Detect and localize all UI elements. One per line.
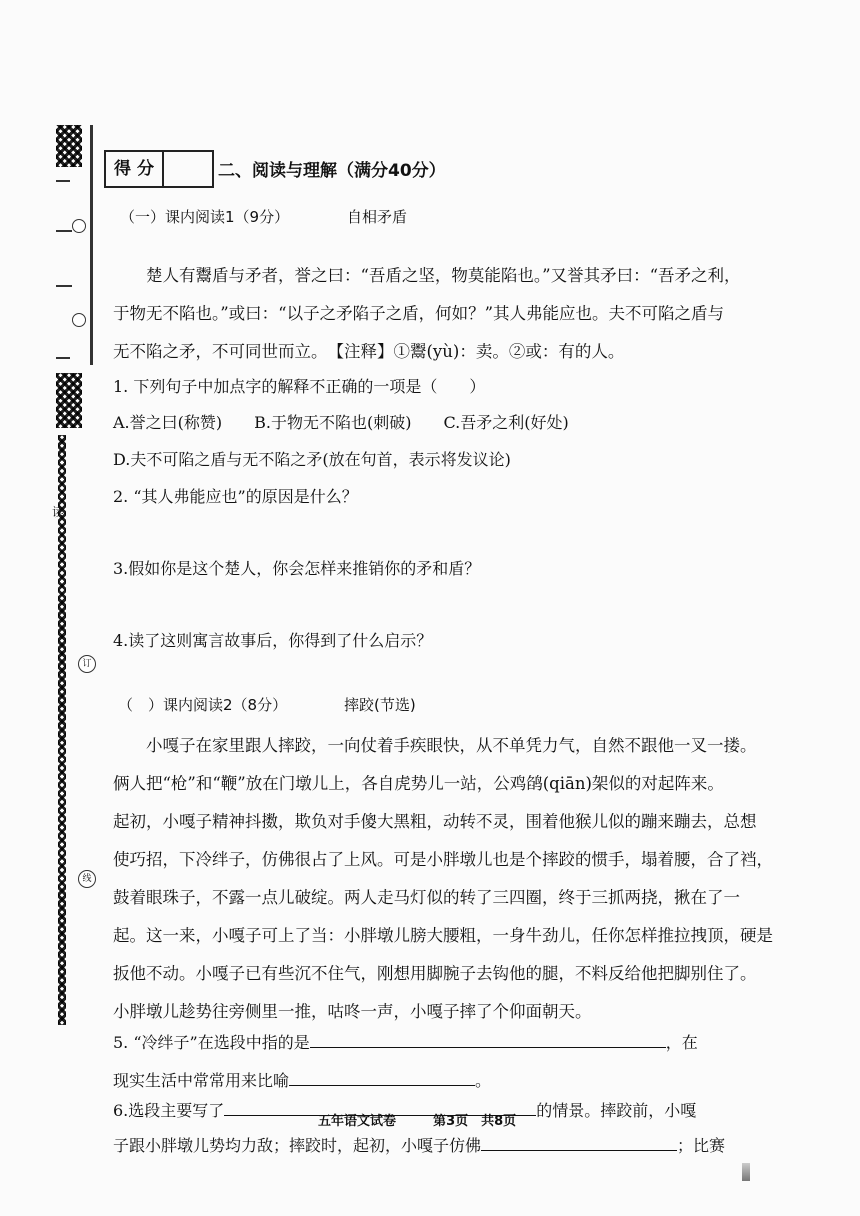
question-2: 2. “其人弗能应也”的原因是什么？ (113, 487, 358, 506)
passage-line: 无不陷之矛，不可同世而立。 【注释】①鬻(yù)：卖。②或：有的人。 (113, 342, 625, 361)
question-4: 4.读了这则寓言故事后，你得到了什么启示？ (113, 631, 433, 650)
question-5-text: ，在 (665, 1033, 698, 1052)
binding-tick (56, 230, 72, 232)
section-title: 二、阅读与理解（满分40分） (218, 161, 446, 181)
question-1-options: D.夫不可陷之盾与无不陷之矛(放在句首，表示将发议论) (113, 450, 511, 469)
passage-line: 小胖墩儿趁势往旁侧里一推，咕咚一声，小嘎子摔了个仰面朝天。 (113, 1002, 592, 1021)
page-number: 第3页 共8页 (433, 1114, 517, 1129)
passage-line: 鼓着眼珠子，不露一点儿破绽。两人走马灯似的转了三四圈，终于三抓两挠，揪在了一 (113, 888, 740, 907)
passage-line: 于物无不陷也。”或曰：“以子之矛陷子之盾，何如？”其人弗能应也。夫不可陷之盾与 (113, 304, 725, 323)
question-6-line-2 (113, 1133, 725, 1156)
binding-hole (72, 313, 86, 327)
question-1: 1. 下列句子中加点字的解释不正确的一项是（ ） (113, 377, 486, 396)
hatch-pattern-top (56, 125, 82, 167)
hatch-pattern-mid (56, 373, 82, 428)
hatch-pattern-strip (58, 435, 66, 1025)
binding-circle-mark: 订 (78, 655, 96, 673)
question-5-text: 。 (475, 1071, 492, 1090)
binding-line-top (90, 125, 93, 365)
part2-story-title: 摔跤(节选) (344, 696, 416, 714)
binding-tick (56, 285, 72, 287)
page-footer (318, 1110, 516, 1129)
question-6-text: 6.选段主要写了 (113, 1101, 225, 1120)
binding-margin (52, 125, 100, 1045)
passage-line: 楚人有鬻盾与矛者，誉之曰：“吾盾之坚，物莫能陷也。”又誉其矛曰：“吾矛之利， (146, 266, 741, 285)
passage-line: 起初，小嘎子精神抖擞，欺负对手傻大黑粗，动转不灵，围着他猴儿似的蹦来蹦去，总想 (113, 812, 757, 831)
score-entry-cell (164, 152, 212, 186)
binding-label: 读 (52, 505, 65, 519)
binding-tick (56, 357, 70, 359)
question-6-text: 的情景。摔跤前，小嘎 (536, 1101, 697, 1120)
question-5-text: 现实生活中常常用来比喻 (113, 1071, 290, 1090)
scan-artifact (742, 1163, 750, 1181)
binding-hole (72, 219, 86, 233)
passage-line: 起。这一来，小嘎子可上了当：小胖墩儿膀大腰粗，一身牛劲儿，任你怎样推拉拽顶，硬是 (113, 926, 773, 945)
question-1-options: A.誉之曰(称赞) B.于物无不陷也(刺破) C.吾矛之利(好处) (113, 413, 569, 432)
passage-line: 使巧招，下冷绊子，仿佛很占了上风。可是小胖墩儿也是个摔跤的惯手，塌着腰，合了裆， (113, 850, 773, 869)
score-label: 得 分 (106, 152, 164, 186)
question-5-text: 5. “冷绊子”在选段中指的是 (113, 1033, 310, 1052)
passage-line: 扳他不动。小嘎子已有些沉不住气，刚想用脚腕子去钩他的腿，不料反给他把脚别住了。 (113, 964, 757, 983)
passage-line: 小嘎子在家里跟人摔跤，一向仗着手疾眼快，从不单凭力气，自然不跟他一叉一搂。 (146, 736, 757, 755)
answer-blank[interactable] (310, 1046, 666, 1048)
answer-blank[interactable] (289, 1084, 475, 1086)
question-5 (113, 1030, 698, 1053)
question-6-text: 子跟小胖墩儿势均力敌；摔跤时，起初，小嘎子仿佛 (113, 1136, 482, 1155)
exam-name: 五年语文试卷 (318, 1114, 397, 1129)
answer-blank[interactable] (481, 1149, 677, 1151)
question-5-line-2 (113, 1068, 491, 1091)
part1-heading: （一）课内阅读1（9分） (120, 208, 290, 226)
score-box (104, 150, 214, 188)
question-3: 3.假如你是这个楚人，你会怎样来推销你的矛和盾？ (113, 559, 481, 578)
binding-tick (56, 180, 70, 182)
part1-story-title: 自相矛盾 (347, 208, 408, 226)
part2-heading: （ ）课内阅读2（8分） (118, 696, 288, 714)
binding-circle-mark: 线 (78, 870, 96, 888)
passage-line: 俩人把“枪”和“鞭”放在门墩儿上，各自虎势儿一站，公鸡鹐(qiān)架似的对起阵来。 (113, 774, 724, 793)
question-6-text: ；比赛 (677, 1136, 726, 1155)
